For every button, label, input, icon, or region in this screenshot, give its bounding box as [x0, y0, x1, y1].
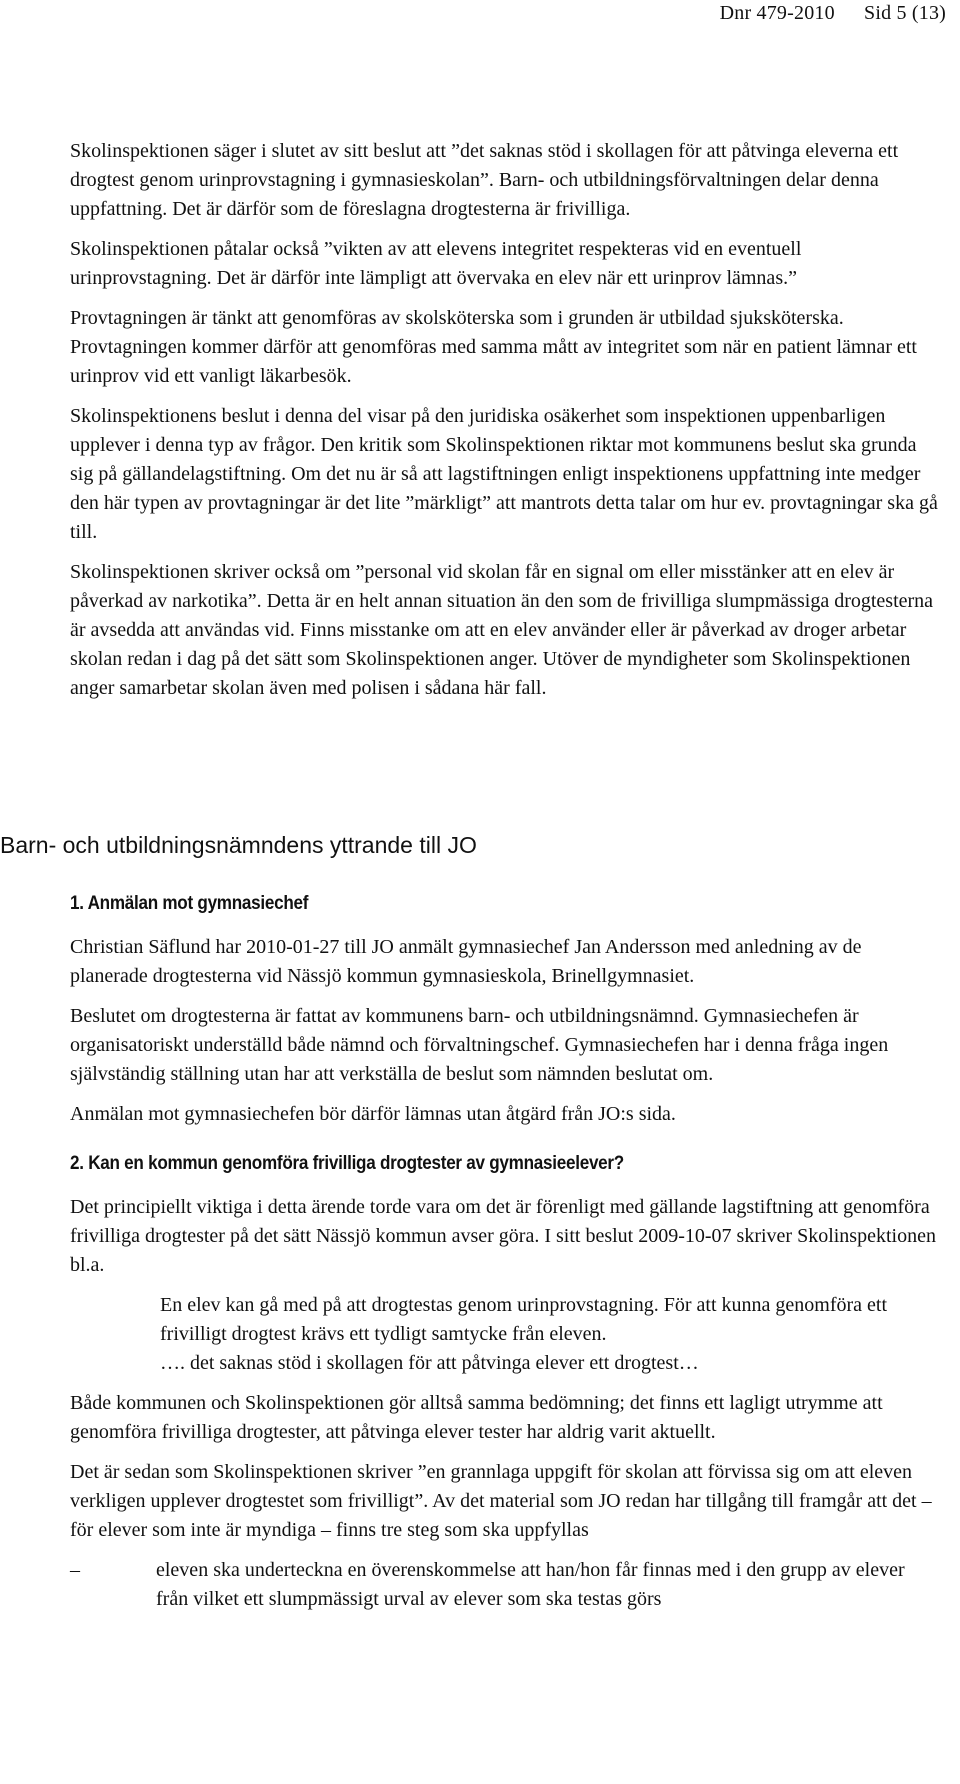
paragraph: Både kommunen och Skolinspektionen gör alltså samma bedömning; det finns ett lagligt utrymme att genomföra frivilliga drogtester, att påtvinga elever tester har aldrig varit aktuellt. — [70, 1392, 883, 1443]
paragraph: Skolinspektionen säger i slutet av sitt beslut att ”det saknas stöd i skollagen för att påtvinga eleverna ett drogtest genom urinprovstagning i gymnasieskolan”. Barn- och utbildningsförvaltningen delar denna uppfattning. Det är därför som de föreslagna drogtesterna är frivilliga. — [70, 140, 899, 220]
page-header — [696, 2, 946, 25]
dash-bullet: – — [70, 1559, 80, 1581]
subheading-2: 2. Kan en kommun genomföra frivilliga drogtester av gymnasieelever? — [70, 1153, 624, 1174]
list-item-text: eleven ska underteckna en överenskommelse att han/hon får finnas med i den grupp av elever från vilket ett slumpmässigt urval av elever som ska testas görs — [156, 1559, 905, 1610]
quote-line: …. det saknas stöd i skollagen för att påtvinga elever ett drogtest… — [160, 1352, 699, 1374]
paragraph: Skolinspektionen skriver också om ”personal vid skolan får en signal om eller misstänker att en elev är påverkad av narkotika”. Detta är en helt annan situation än den som de frivilliga slumpmässiga drogtesterna är avsedda att användas vid. Finns misstanke om att en elev använder eller är påverkad av droger arbetar skolan redan i dag på det sätt som Skolinspektionen anger. Utöver de myndigheter som Skolinspektionen anger samarbetar skolan även med polisen i sådana här fall. — [70, 561, 934, 699]
list-item — [70, 1556, 940, 1614]
paragraph: Provtagningen är tänkt att genomföras av skolsköterska som i grunden är utbildad sjuksköterska. Provtagningen kommer därför att genomföras med samma mått av integritet som när en patient lämnar ett urinprov vid ett vanligt läkarbesök. — [70, 307, 917, 387]
body-top — [70, 137, 940, 714]
body-bottom — [70, 893, 940, 1614]
case-number: Dnr 479-2010 — [719, 2, 835, 24]
paragraph: Skolinspektionen påtalar också ”vikten av att elevens integritet respekteras vid en eventuell urinprovstagning. Det är därför inte lämpligt att övervaka en elev när ett urinprov lämnas.” — [70, 238, 802, 289]
requirement-list — [70, 1556, 940, 1614]
paragraph: Anmälan mot gymnasiechefen bör därför lämnas utan åtgärd från JO:s sida. — [70, 1103, 676, 1125]
paragraph: Det är sedan som Skolinspektionen skriver ”en grannlaga uppgift för skolan att förvissa sig om att eleven verkligen upplever drogtestet som frivilligt”. Av det material som JO redan har tillgång till framgår att det – för elever som inte är myndiga – finns tre steg som ska uppfyllas — [70, 1461, 932, 1541]
paragraph: Beslutet om drogtesterna är fattat av kommunens barn- och utbildningsnämnd. Gymnasiechefen är organisatoriskt underställd både nämnd och förvaltningschef. Gymnasiechefen har i denna fråga ingen självständig ställning utan har att verkställa de beslut som nämnden beslutat om. — [70, 1005, 889, 1085]
section-heading: Barn- och utbildningsnämndens yttrande till JO — [0, 832, 477, 858]
subheading-1: 1. Anmälan mot gymnasiechef — [70, 893, 309, 914]
paragraph: Christian Säflund har 2010-01-27 till JO anmält gymnasiechef Jan Andersson med anledning av de planerade drogtesterna vid Nässjö kommun gymnasieskola, Brinellgymnasiet. — [70, 936, 862, 987]
paragraph: Det principiellt viktiga i detta ärende torde vara om det är förenligt med gällande lagstiftning att genomföra frivilliga drogtester på det sätt Nässjö kommun avser göra. I sitt beslut 2009-10-07 skriver Skolinspektionen bl.a. — [70, 1196, 936, 1276]
quote-line: En elev kan gå med på att drogtestas genom urinprovstagning. För att kunna genomföra ett frivilligt drogtest krävs ett tydligt samtycke från eleven. — [160, 1294, 888, 1345]
paragraph: Skolinspektionens beslut i denna del visar på den juridiska osäkerhet som inspektionen uppenbarligen upplever i denna typ av frågor. Den kritik som Skolinspektionen riktar mot kommunens beslut ska grunda sig på gällandelagstiftning. Om det nu är så att lagstiftningen enligt inspektionens uppfattning inte medger den här typen av provtagningar är det lite ”märkligt” att mantrots detta talar om hur ev. provtagningar ska gå till. — [70, 405, 938, 543]
page-number: Sid 5 (13) — [864, 2, 946, 24]
block-quote — [160, 1291, 940, 1378]
